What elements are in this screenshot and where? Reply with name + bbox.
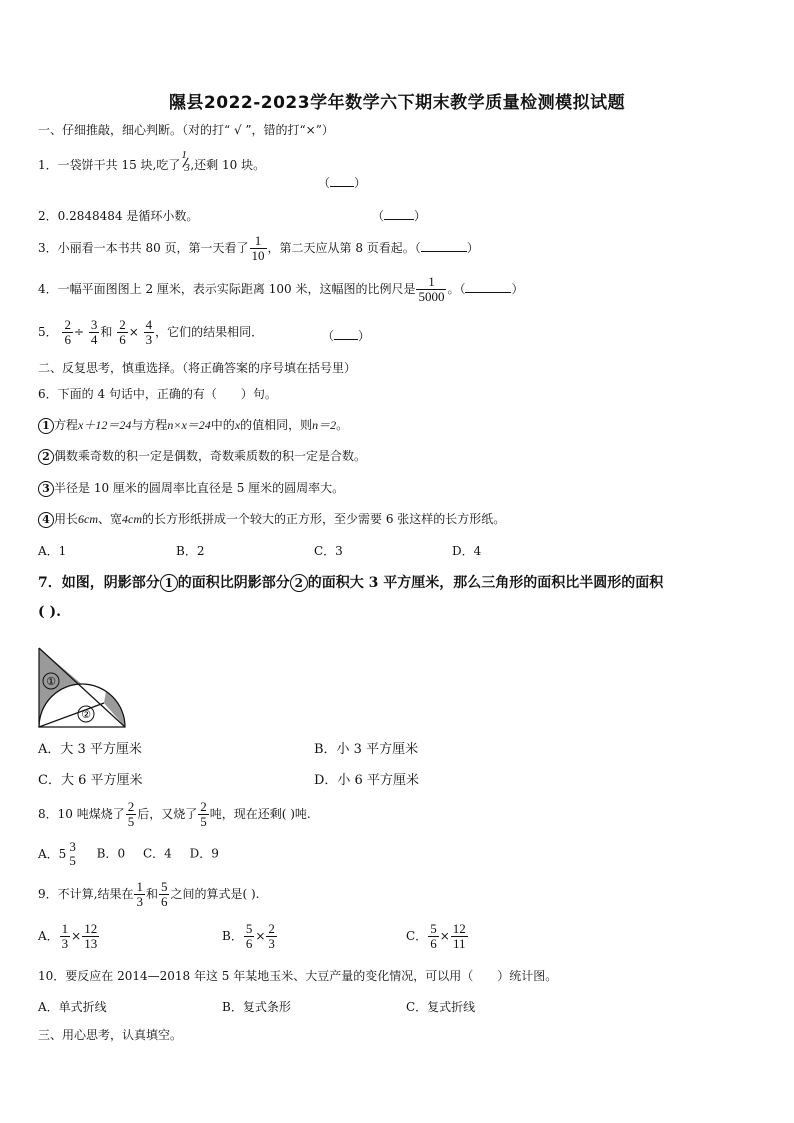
q5-b-num: 3 xyxy=(90,317,98,332)
q2-paren-right: ） xyxy=(414,209,427,223)
question-4 xyxy=(38,275,523,304)
q2-number: 2． xyxy=(38,209,58,223)
q6-s4-text-b: 、宽 xyxy=(98,512,123,526)
q9-a2-num: 12 xyxy=(84,921,98,936)
q9-option-a-label: A． xyxy=(38,929,59,943)
q9-option-a[interactable] xyxy=(38,922,100,951)
q9-a1-den: 3 xyxy=(61,936,69,951)
q5-c-den: 6 xyxy=(119,332,126,347)
q3-text-post: ，第二天应从第 8 页看起。（ xyxy=(267,241,421,255)
q4-frac-den: 5000 xyxy=(418,289,445,304)
q6-s2-text: 偶数乘奇数的积一定是偶数，奇数乘质数的积一定是合数。 xyxy=(54,449,367,463)
q5-frac-d xyxy=(144,318,155,347)
q5-answer-paren xyxy=(322,327,370,344)
q9-b1-num: 5 xyxy=(245,921,253,936)
q9-a2-den: 13 xyxy=(84,936,98,951)
q1-text-pre: 一袋饼干共 15 块,吃了 xyxy=(57,158,181,172)
q6-statement-4 xyxy=(38,510,505,528)
q10-option-a[interactable]: A．单式折线 xyxy=(38,1000,107,1014)
q7-option-b[interactable]: B．小 3 平方厘米 xyxy=(314,742,419,757)
q6-statement-2 xyxy=(38,447,366,465)
q8-f2-num: 2 xyxy=(200,799,207,814)
q9-b-frac-1 xyxy=(244,922,255,951)
q9-f1-den: 3 xyxy=(136,894,143,909)
q2-paren-left: （ xyxy=(372,209,385,223)
q1-text-post: ,还剩 10 块。 xyxy=(190,158,266,172)
q8-fraction-1 xyxy=(126,800,137,829)
q8-f2-den: 5 xyxy=(200,814,207,829)
q8-f1-num: 2 xyxy=(127,799,135,814)
question-9 xyxy=(38,880,259,909)
q9-b2-den: 3 xyxy=(268,936,275,951)
q1-fraction xyxy=(180,149,190,174)
q5-paren-left: （ xyxy=(322,329,335,343)
q6-s1-equation-1: x＋12＝24 xyxy=(78,418,132,432)
q9-b-operator: × xyxy=(255,929,266,943)
q8-options xyxy=(38,840,219,868)
q8-text-mid: 后，又烧了 xyxy=(137,807,198,821)
q6-statement-1 xyxy=(38,416,348,434)
q9-b2-num: 2 xyxy=(268,921,275,936)
circled-number-3: 3 xyxy=(38,481,54,497)
q7-circled-2: 2 xyxy=(290,574,308,592)
q6-s1-text-c: 中的 xyxy=(210,418,235,432)
q10-option-c[interactable]: C．复式折线 xyxy=(406,1000,476,1014)
q8-fraction-2 xyxy=(198,800,209,829)
question-3 xyxy=(38,234,479,263)
q5-text-post: ，它们的结果相同． xyxy=(155,325,264,339)
q6-s1-equation-3: n＝2 xyxy=(312,418,337,432)
q9-c1-num: 5 xyxy=(430,921,437,936)
q9-text-pre: 9．不计算,结果在 xyxy=(38,887,134,901)
q9-option-c-label: C． xyxy=(406,929,428,943)
q8-option-b[interactable]: B．0 xyxy=(96,846,126,861)
q5-and: 和 xyxy=(100,325,113,339)
q9-a-operator: × xyxy=(71,929,82,943)
q5-frac-a xyxy=(62,318,73,347)
q8-option-c[interactable]: C．4 xyxy=(142,846,172,861)
q5-times-sign: × xyxy=(128,325,139,339)
q9-f1-num: 1 xyxy=(136,879,143,894)
q3-number: 3． xyxy=(38,241,58,255)
q5-a-num: 2 xyxy=(64,317,71,332)
q5-c-num: 2 xyxy=(119,317,126,332)
q1-frac-num: 1 xyxy=(181,149,187,161)
q4-number: 4． xyxy=(38,282,58,296)
q1-answer-paren xyxy=(318,174,366,191)
q1-answer-blank[interactable] xyxy=(330,175,354,187)
section2-heading: 二、反复思考，慎重选择。（将正确答案的序号填在括号里） xyxy=(38,361,357,375)
q4-answer-blank[interactable] xyxy=(465,281,511,293)
q8-option-a-den: 5 xyxy=(69,853,76,868)
q4-fraction xyxy=(416,275,446,304)
q9-c-frac-1 xyxy=(428,922,439,951)
q9-b-frac-2 xyxy=(266,922,277,951)
q9-fraction-2 xyxy=(159,880,170,909)
q7-option-a[interactable]: A．大 3 平方厘米 xyxy=(38,742,142,757)
q8-option-a-whole: A．5 xyxy=(38,846,67,861)
q6-statement-3 xyxy=(38,479,344,497)
q10-option-b[interactable]: B．复式条形 xyxy=(222,1000,291,1014)
q8-option-a-fraction xyxy=(67,840,78,868)
q9-f2-num: 5 xyxy=(160,879,168,894)
q9-and: 和 xyxy=(145,887,158,901)
q6-s1-equation-2: n×x＝24 xyxy=(167,418,211,432)
q7-stem-answer: ( ). xyxy=(38,604,61,620)
q7-stem-c: 的面积大 3 平方厘米，那么三角形的面积比半圆形的面积 xyxy=(307,575,664,591)
q9-a-frac-1 xyxy=(60,922,71,951)
q9-a-frac-2 xyxy=(82,922,99,951)
q9-fraction-1 xyxy=(134,880,145,909)
q6-s4-length: 6cm xyxy=(78,512,99,526)
q8-option-a[interactable] xyxy=(38,839,79,868)
q9-option-c[interactable] xyxy=(406,922,469,951)
q6-s4-text-a: 用长 xyxy=(54,512,79,526)
q9-c-frac-2 xyxy=(451,922,468,951)
q6-s1-variable-x: x xyxy=(234,418,241,432)
q5-a-den: 6 xyxy=(64,332,71,347)
q9-text-post: 之间的算式是( ). xyxy=(170,887,260,901)
q7-figure-label-2: ② xyxy=(81,708,91,721)
q9-c2-num: 12 xyxy=(452,921,466,936)
q3-frac-num: 1 xyxy=(254,233,262,248)
q9-c-operator: × xyxy=(439,929,450,943)
page-title: 隰县2022-2023学年数学六下期末教学质量检测模拟试题 xyxy=(168,93,626,113)
q4-paren-right: ） xyxy=(511,282,524,296)
q2-text: 0.2848484 是循环小数。 xyxy=(57,209,199,223)
q4-text-post: 。（ xyxy=(447,282,466,296)
q3-answer-blank[interactable] xyxy=(421,240,467,252)
circled-number-2: 2 xyxy=(38,449,54,465)
q6-s1-text-a: 方程 xyxy=(54,418,79,432)
q5-b-den: 4 xyxy=(90,332,98,347)
question-2 xyxy=(38,207,198,224)
section1-heading: 一、仔细推敲，细心判断。（对的打“ √ ”，错的打“×”） xyxy=(38,123,334,137)
q6-s1-text-e: 。 xyxy=(336,418,349,432)
q7-stem xyxy=(38,572,663,592)
q6-s1-text-b: 与方程 xyxy=(131,418,168,432)
q5-answer-blank[interactable] xyxy=(334,328,358,340)
q3-paren-right: ） xyxy=(466,241,479,255)
q10-stem: 10．要反应在 2014—2018 年这 5 年某地玉米、大豆产量的变化情况，可以用（ ）统计图。 xyxy=(38,969,558,983)
q5-d-den: 3 xyxy=(145,332,153,347)
q6-stem: 6．下面的 4 句话中，正确的有（ ）句。 xyxy=(38,387,277,401)
q7-stem-a: 7．如图，阴影部分 xyxy=(38,575,160,591)
q9-a1-num: 1 xyxy=(61,921,69,936)
circled-number-4: 4 xyxy=(38,512,54,528)
q1-frac-den: 3 xyxy=(184,162,190,174)
q6-s1-text-d: 的值相同，则 xyxy=(240,418,313,432)
q5-frac-b xyxy=(89,318,100,347)
q7-circled-1: 1 xyxy=(160,574,178,592)
q7-figure xyxy=(36,645,130,731)
q6-option-a[interactable]: A．1 xyxy=(38,544,67,558)
question-5 xyxy=(38,318,263,347)
q7-figure-label-1: ① xyxy=(46,675,56,688)
q5-frac-c xyxy=(117,318,128,347)
q2-answer-paren xyxy=(372,207,426,224)
q8-option-d[interactable]: D．9 xyxy=(189,846,219,861)
q9-f2-den: 6 xyxy=(160,894,168,909)
q6-s4-text-c: 的长方形纸拼成一个较大的正方形，至少需要 6 张这样的长方形纸。 xyxy=(142,512,506,526)
q8-option-a-num: 3 xyxy=(69,839,76,854)
q7-option-d[interactable]: D．小 6 平方厘米 xyxy=(314,773,419,788)
q4-text-pre: 一幅平面图图上 2 厘米，表示实际距离 100 米，这幅图的比例尺是 xyxy=(57,282,416,296)
q3-frac-den: 10 xyxy=(251,248,265,263)
q5-number: 5． xyxy=(38,325,58,339)
q9-b1-den: 6 xyxy=(245,936,253,951)
q2-answer-blank[interactable] xyxy=(384,208,414,220)
q1-paren-right: ） xyxy=(354,176,367,190)
section3-heading: 三、用心思考，认真填空。 xyxy=(38,1028,183,1042)
q8-f1-den: 5 xyxy=(127,814,135,829)
q3-text-pre: 小丽看一本书共 80 页，第一天看了 xyxy=(57,241,249,255)
q9-c2-den: 11 xyxy=(452,936,466,951)
q6-option-d[interactable]: D．4 xyxy=(452,544,482,558)
q9-option-b-label: B． xyxy=(222,929,243,943)
q9-c1-den: 6 xyxy=(430,936,437,951)
q3-fraction xyxy=(250,234,267,263)
q5-d-num: 4 xyxy=(145,317,153,332)
q8-text-post: 吨，现在还剩( )吨. xyxy=(209,807,311,821)
q1-paren-left: （ xyxy=(318,176,331,190)
q6-option-b[interactable]: B．2 xyxy=(176,544,205,558)
q7-option-c[interactable]: C．大 6 平方厘米 xyxy=(38,773,143,788)
q5-paren-right: ） xyxy=(358,329,371,343)
q4-frac-num: 1 xyxy=(428,274,435,289)
question-8 xyxy=(38,800,311,829)
question-1 xyxy=(38,149,266,174)
q6-s4-width: 4cm xyxy=(122,512,143,526)
q6-option-c[interactable]: C．3 xyxy=(314,544,343,558)
q6-s3-text: 半径是 10 厘米的圆周率比直径是 5 厘米的圆周率大。 xyxy=(54,481,345,495)
circled-number-1: 1 xyxy=(38,418,54,434)
q5-divide-sign: ÷ xyxy=(73,325,85,339)
q1-number: 1． xyxy=(38,158,58,172)
q8-text-pre: 8．10 吨煤烧了 xyxy=(38,807,125,821)
q9-option-b[interactable] xyxy=(222,922,278,951)
q7-stem-b: 的面积比阴影部分 xyxy=(177,575,290,591)
